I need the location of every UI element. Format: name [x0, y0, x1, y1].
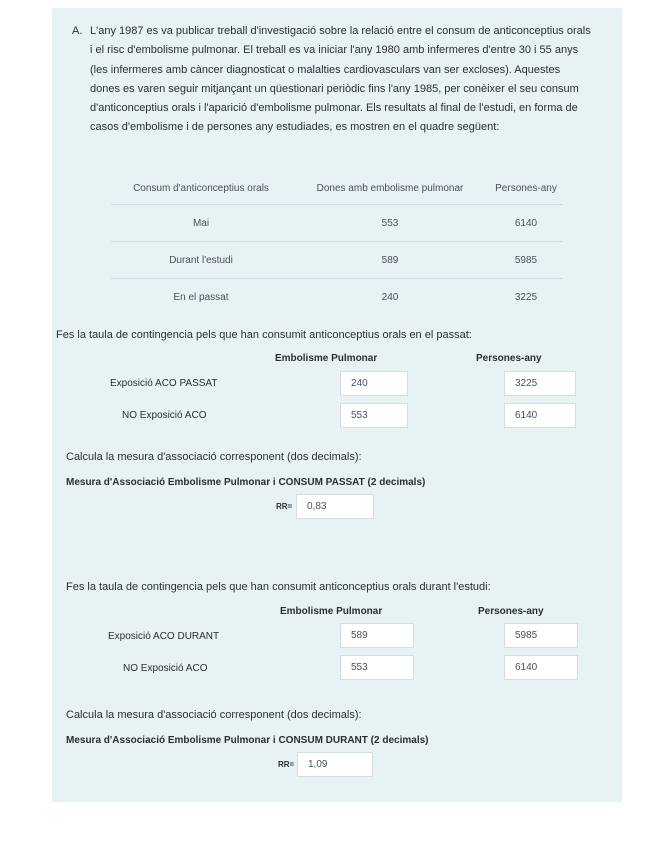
table-row	[111, 205, 563, 242]
measure-title-emphasis: CONSUM DURANT	[278, 735, 368, 746]
row-label-exposicio-passat: Exposició ACO PASSAT	[110, 378, 218, 389]
exercise-statement	[72, 22, 592, 138]
input-exposed-persons-durant[interactable]: 5985	[504, 623, 578, 648]
table-header: Persones-any	[495, 182, 557, 194]
table-header-row	[111, 172, 563, 205]
input-unexposed-persons-passat[interactable]: 6140	[504, 403, 576, 428]
table-cell: 589	[291, 242, 489, 279]
input-unexposed-persons-durant[interactable]: 6140	[504, 655, 578, 680]
table-cell: Mai	[111, 205, 291, 242]
answer-panel	[52, 438, 622, 802]
table-cell: Durant l'estudi	[111, 242, 291, 279]
measure-title-suffix: (2 decimals)	[364, 477, 426, 488]
rr-label-durant: RR=	[278, 760, 295, 769]
row-label-no-exposicio: NO Exposició ACO	[122, 410, 207, 421]
measure-title-text: Mesura d'Associació Embolisme Pulmonar i	[66, 477, 279, 488]
exercise-paragraph: L'any 1987 es va publicar treball d'investigació sobre la relació entre el consum de anticonceptius orals i el risc d'embolisme pulmonar. El treball es va iniciar l'any 1980 amb infermeres d'entre 30 i 55 anys (les infermeres amb càncer diagnosticat o malalties cardiovasculars van ser excloses). Aquestes dones es varen seguir mitjançant un qüestionari periòdic fins l'any 1985, per conèixer el seu consum d'anticonceptius orals i l'aparició d'embolisme pulmonar. Els resultats al final de l'estudi, en forma de casos d'embolisme i de persones any estudiades, es mostren en el quadre següent:	[90, 25, 591, 134]
data-table	[111, 172, 563, 315]
rr-input-passat[interactable]: 0,83	[296, 494, 374, 519]
table-row	[111, 279, 563, 316]
measure-title-text: Mesura d'Associació Embolisme Pulmonar i	[66, 735, 279, 746]
measure-title-emphasis: CONSUM PASSAT	[278, 477, 365, 488]
table-cell: 553	[291, 205, 489, 242]
input-exposed-persons-passat[interactable]: 3225	[504, 371, 576, 396]
rr-label-passat: RR=	[276, 502, 293, 511]
measure-title-passat	[66, 477, 425, 488]
table-cell: 6140	[489, 205, 563, 242]
input-exposed-cases-durant[interactable]: 589	[340, 623, 414, 648]
table-cell: En el passat	[111, 279, 291, 316]
calc-prompt-durant: Calcula la mesura d'associació corresponent (dos decimals):	[66, 709, 362, 721]
col-header-persones-any: Persones-any	[478, 606, 544, 617]
col-header-embolisme: Embolisme Pulmonar	[275, 353, 378, 364]
measure-title-suffix: (2 decimals)	[367, 735, 429, 746]
col-header-persones-any: Persones-any	[476, 353, 542, 364]
table-header: Dones amb embolisme pulmonar	[316, 182, 464, 194]
table-cell: 240	[291, 279, 489, 316]
exercise-letter: A.	[72, 25, 83, 37]
table-cell: 5985	[489, 242, 563, 279]
col-header-embolisme: Embolisme Pulmonar	[280, 606, 383, 617]
table-header: Consum d'anticonceptius orals	[133, 182, 269, 194]
input-unexposed-cases-passat[interactable]: 553	[340, 403, 408, 428]
measure-title-durant	[66, 735, 429, 746]
row-label-exposicio-durant: Exposició ACO DURANT	[108, 631, 220, 642]
table-cell: 3225	[489, 279, 563, 316]
row-label-no-exposicio: NO Exposició ACO	[123, 663, 208, 674]
input-exposed-cases-passat[interactable]: 240	[340, 371, 408, 396]
table-row	[111, 242, 563, 279]
input-unexposed-cases-durant[interactable]: 553	[340, 655, 414, 680]
question-durant: Fes la taula de contingencia pels que han consumit anticonceptius orals durant l'estudi:	[66, 581, 491, 593]
question-passat: Fes la taula de contingencia pels que han consumit anticonceptius orals en el passat:	[56, 329, 472, 341]
calc-prompt-passat: Calcula la mesura d'associació corresponent (dos decimals):	[66, 451, 362, 463]
rr-input-durant[interactable]: 1,09	[297, 752, 373, 777]
